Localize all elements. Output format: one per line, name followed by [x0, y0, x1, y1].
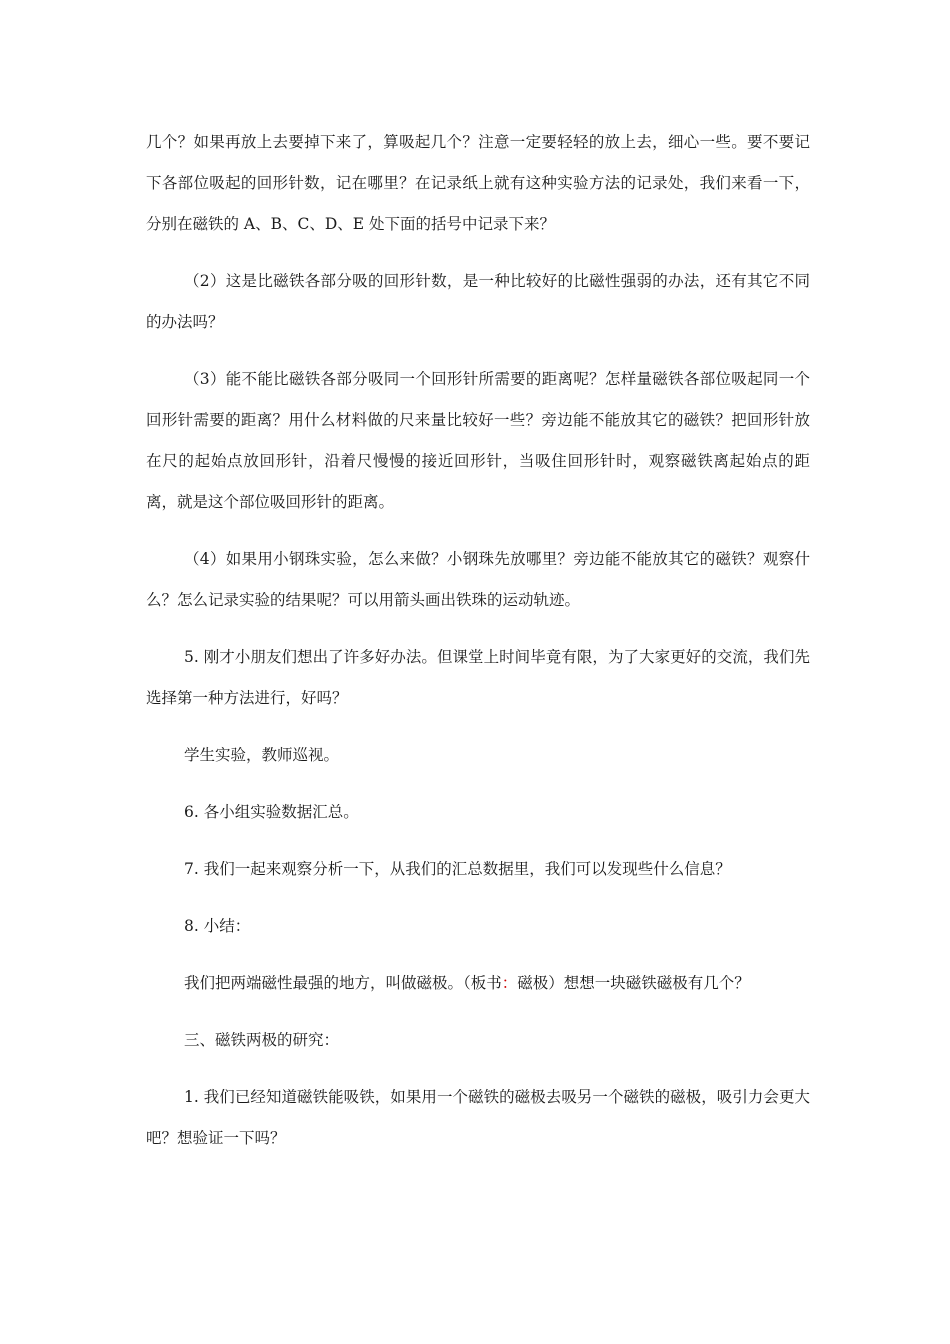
paragraph-item-8-summary: 8. 小结： — [184, 917, 251, 935]
paragraph-item-1: 1. 我们已经知道磁铁能吸铁，如果用一个磁铁的磁极去吸另一个磁铁的磁极，吸引力会更大吧？想验证一下吗？ — [146, 1088, 810, 1147]
paragraph-item-7: 7. 我们一起来观察分析一下，从我们的汇总数据里，我们可以发现些什么信息？ — [184, 860, 731, 878]
pole-text-end: 磁极）想想一块磁铁磁极有几个？ — [517, 974, 750, 992]
paragraph-magnetic-pole — [146, 963, 810, 1004]
board-colon: ： — [501, 974, 518, 992]
paragraph-continuation: 几个？如果再放上去要掉下来了，算吸起几个？注意一定要轻轻的放上去，细心一些。要不要记下各部位吸起的回形针数，记在哪里？在记录纸上就有这种实验方法的记录处，我们来看一下，分别在磁铁的 A、B、C、D、E 处下面的括号中记录下来？ — [146, 133, 810, 233]
paragraph-step-4: （4）如果用小钢珠实验，怎么来做？小钢珠先放哪里？旁边能不能放其它的磁铁？观察什么？怎么记录实验的结果呢？可以用箭头画出铁珠的运动轨迹。 — [146, 550, 810, 609]
section-heading-3: 三、磁铁两极的研究： — [184, 1031, 340, 1049]
pole-text-start: 我们把两端磁性最强的地方，叫做磁极。（板书 — [184, 974, 502, 992]
document-body — [146, 122, 810, 1175]
paragraph-item-6: 6. 各小组实验数据汇总。 — [184, 803, 359, 821]
paragraph-step-3: （3）能不能比磁铁各部分吸同一个回形针所需要的距离呢？怎样量磁铁各部位吸起同一个回形针需要的距离？用什么材料做的尺来量比较好一些？旁边能不能放其它的磁铁？把回形针放在尺的起始点放回形针，沿着尺慢慢的接近回形针，当吸住回形针时，观察磁铁离起始点的距离，就是这个部位吸回形针的距离。 — [146, 370, 810, 511]
paragraph-step-2: （2）这是比磁铁各部分吸的回形针数，是一种比较好的比磁性强弱的办法，还有其它不同的办法吗？ — [146, 272, 810, 331]
paragraph-student-experiment: 学生实验，教师巡视。 — [184, 746, 340, 764]
paragraph-item-5: 5. 刚才小朋友们想出了许多好办法。但课堂上时间毕竟有限，为了大家更好的交流，我们先选择第一种方法进行，好吗？ — [146, 648, 810, 707]
